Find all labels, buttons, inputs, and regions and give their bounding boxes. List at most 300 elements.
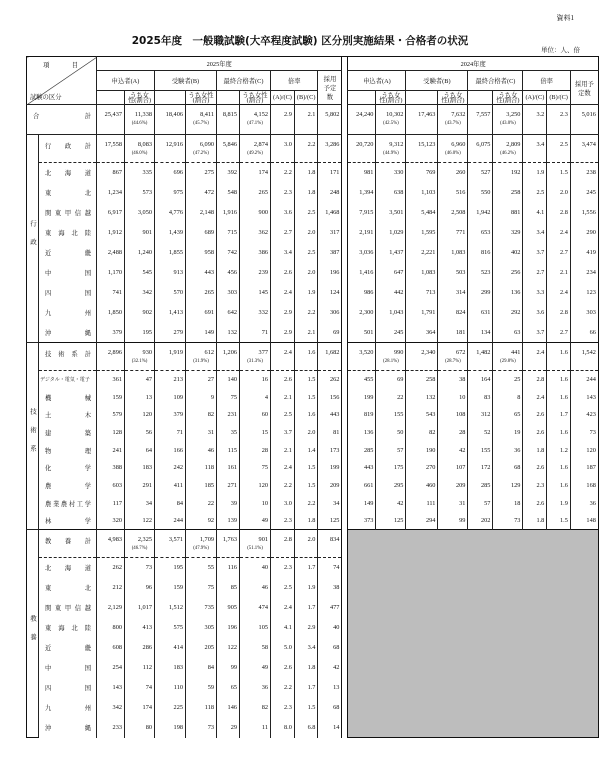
count-value <box>468 323 493 343</box>
group-label: 教養 <box>27 530 39 738</box>
value: 52 <box>484 428 491 436</box>
count-value <box>97 283 125 303</box>
count-value <box>348 105 376 135</box>
ratio-value <box>271 163 295 183</box>
value: 3,286 <box>325 141 340 148</box>
value: 2.5 <box>284 584 292 592</box>
value: 82 <box>207 411 214 419</box>
count-value <box>468 494 493 512</box>
count-value <box>125 558 155 578</box>
count-value <box>406 105 438 135</box>
value: 40 <box>333 624 340 632</box>
value: 8,083 <box>137 141 152 148</box>
count-value <box>240 323 271 343</box>
value: 161 <box>227 464 237 472</box>
ratio-value <box>294 406 318 424</box>
count-value <box>348 135 376 163</box>
value: 96 <box>145 584 152 592</box>
count-value <box>186 618 217 638</box>
value: 320 <box>112 517 122 525</box>
value: 59 <box>207 684 214 692</box>
row-label: 技術系計 <box>39 343 97 371</box>
ratio-value <box>294 718 318 738</box>
value: 901 <box>258 536 268 544</box>
ratio-value <box>271 105 295 135</box>
count-value <box>348 371 376 389</box>
count-value <box>186 512 217 530</box>
ratio-value <box>294 638 318 658</box>
female-ratio: (43.0%) <box>500 121 516 126</box>
value: 2.4 <box>536 393 545 401</box>
value: 990 <box>393 349 404 356</box>
value: 74 <box>145 684 152 692</box>
results-table <box>26 56 599 738</box>
count-value <box>217 135 240 163</box>
count-value <box>217 698 240 718</box>
row-label: 関東甲信越 <box>39 203 97 223</box>
row-label: 中国 <box>39 263 97 283</box>
value: 73 <box>145 564 152 572</box>
count-value <box>376 135 406 163</box>
value: 2.6 <box>284 269 292 276</box>
count-value <box>493 223 523 243</box>
count-value <box>125 135 155 163</box>
quota-value <box>318 303 342 323</box>
count-value <box>406 303 438 323</box>
value: 2.4 <box>284 349 292 356</box>
quota-value <box>318 530 342 558</box>
value: 472 <box>204 189 214 196</box>
count-value <box>468 283 493 303</box>
table-row <box>27 203 599 223</box>
quota-value <box>318 441 342 459</box>
count-value <box>97 558 125 578</box>
value: 2.0 <box>307 536 316 544</box>
value: 1,682 <box>325 349 340 356</box>
ratio-value <box>547 163 571 183</box>
quota-value <box>318 388 342 406</box>
value: 18,406 <box>165 111 183 118</box>
value: 143 <box>586 393 596 401</box>
value: 20,720 <box>356 141 374 148</box>
value: 661 <box>363 481 374 489</box>
count-value <box>217 388 240 406</box>
value: 57 <box>484 499 491 507</box>
count-value <box>240 303 271 323</box>
quota-value <box>318 678 342 698</box>
count-value <box>186 303 217 323</box>
count-value <box>186 459 217 477</box>
value: 305 <box>204 624 214 632</box>
value: 105 <box>258 624 268 632</box>
value: 377 <box>258 349 268 356</box>
value: 2,148 <box>199 209 214 216</box>
quota-value <box>570 388 598 406</box>
value: 2.2 <box>307 499 316 507</box>
count-value <box>97 371 125 389</box>
female-ratio: (32.1%) <box>131 359 148 364</box>
value: 2.3 <box>284 704 292 712</box>
value: 4.1 <box>536 209 545 216</box>
value: 2.6 <box>536 428 545 436</box>
count-value <box>97 618 125 638</box>
count-value <box>348 283 376 303</box>
count-value <box>240 203 271 223</box>
count-value <box>438 283 468 303</box>
count-value <box>217 718 240 738</box>
value: 84 <box>176 499 183 507</box>
count-value <box>493 477 523 495</box>
count-value <box>468 406 493 424</box>
count-value <box>97 477 125 495</box>
value: 17,558 <box>104 141 122 148</box>
value: 145 <box>258 289 268 296</box>
count-value <box>376 203 406 223</box>
value: 123 <box>586 289 596 296</box>
value: 824 <box>455 309 466 316</box>
count-value <box>125 263 155 283</box>
count-value <box>217 618 240 638</box>
count-value <box>217 530 240 558</box>
count-value <box>493 388 523 406</box>
count-value <box>406 388 438 406</box>
count-value <box>493 163 523 183</box>
value: 125 <box>329 517 340 525</box>
count-value <box>376 303 406 323</box>
value: 36 <box>514 446 521 454</box>
count-value <box>125 512 155 530</box>
count-value <box>348 512 376 530</box>
value: 913 <box>173 269 183 276</box>
count-value <box>468 388 493 406</box>
table-row <box>27 283 599 303</box>
value: 2.4 <box>536 349 545 356</box>
count-value <box>186 406 217 424</box>
value: 2.1 <box>284 393 292 401</box>
count-value <box>348 323 376 343</box>
count-value <box>468 183 493 203</box>
count-value <box>348 263 376 283</box>
value: 1,043 <box>389 309 404 316</box>
count-value <box>438 203 468 223</box>
value: 171 <box>329 169 340 177</box>
count-value <box>376 477 406 495</box>
quota-value <box>318 598 342 618</box>
value: 2,809 <box>506 141 521 148</box>
value: 2.7 <box>560 328 568 336</box>
count-value <box>468 477 493 495</box>
ratio-value <box>547 223 571 243</box>
value: 1.8 <box>307 169 316 177</box>
value: 2,221 <box>421 249 436 256</box>
ratio-value <box>294 283 318 303</box>
ratio-value <box>294 371 318 389</box>
value: 1.7 <box>307 564 316 572</box>
header-female-2025: うち女性(割合) <box>125 91 155 105</box>
ratio-value <box>271 343 295 371</box>
row-label: 東北 <box>39 578 97 598</box>
count-value <box>240 658 271 678</box>
value: 1,912 <box>107 229 122 236</box>
count-value <box>97 323 125 343</box>
value: 110 <box>173 684 183 692</box>
count-value <box>125 371 155 389</box>
ratio-value <box>547 283 571 303</box>
value: 545 <box>142 269 152 276</box>
ratio-value <box>523 343 547 371</box>
value: 329 <box>510 229 521 236</box>
value: 474 <box>258 604 268 612</box>
value: 75 <box>207 584 214 592</box>
value: 27 <box>207 376 214 384</box>
value: 361 <box>112 376 122 384</box>
ratio-value <box>294 618 318 638</box>
value: 642 <box>227 309 237 316</box>
count-value <box>217 658 240 678</box>
count-value <box>376 263 406 283</box>
value: 159 <box>173 584 183 592</box>
value: 125 <box>393 517 404 525</box>
value: 183 <box>142 464 152 472</box>
value: 275 <box>204 169 214 177</box>
value: 443 <box>204 269 214 276</box>
count-value <box>97 243 125 263</box>
count-value <box>186 371 217 389</box>
value: 742 <box>227 249 237 256</box>
value: 71 <box>261 328 268 336</box>
value: 205 <box>204 644 214 652</box>
count-value <box>155 223 186 243</box>
header-examinees-2025: 受験者(B) <box>155 71 217 91</box>
value: 148 <box>586 517 596 525</box>
count-value <box>125 530 155 558</box>
quota-value <box>570 263 598 283</box>
row-label: 沖縄 <box>39 718 97 738</box>
header-female-2025: うち女性(割合) <box>186 91 217 105</box>
value: 285 <box>480 481 491 489</box>
count-value <box>97 406 125 424</box>
count-value <box>97 424 125 442</box>
count-value <box>186 494 217 512</box>
count-value <box>406 183 438 203</box>
ratio-value <box>294 477 318 495</box>
value: 8 <box>517 393 521 401</box>
count-value <box>97 638 125 658</box>
value: 1.6 <box>307 349 316 356</box>
ratio-value <box>523 477 547 495</box>
value: 2,191 <box>359 229 374 236</box>
value: 1,394 <box>359 189 374 196</box>
count-value <box>493 283 523 303</box>
count-value <box>406 135 438 163</box>
count-value <box>240 638 271 658</box>
count-value <box>468 263 493 283</box>
value: 291 <box>142 481 152 489</box>
header-ratio-2024: 倍率 <box>523 71 570 91</box>
value: 303 <box>227 289 237 296</box>
count-value <box>468 512 493 530</box>
quota-value <box>318 263 342 283</box>
value: 10 <box>459 393 466 401</box>
value: 295 <box>393 481 404 489</box>
ratio-value <box>271 530 295 558</box>
header-category-label: 試験の区分 <box>30 94 62 101</box>
value: 73 <box>207 724 214 732</box>
row-label: 東海北陸 <box>39 223 97 243</box>
count-value <box>348 477 376 495</box>
count-value <box>217 406 240 424</box>
row-label: 物理 <box>39 441 97 459</box>
value: 9 <box>210 393 214 401</box>
count-value <box>155 388 186 406</box>
value: 2.7 <box>560 249 568 256</box>
count-value <box>376 424 406 442</box>
count-value <box>406 371 438 389</box>
ratio-value <box>271 424 295 442</box>
value: 503 <box>455 269 466 276</box>
quota-value <box>570 494 598 512</box>
quota-value <box>318 135 342 163</box>
quota-value <box>318 163 342 183</box>
count-value <box>155 263 186 283</box>
value: 800 <box>112 624 122 632</box>
ratio-value <box>294 203 318 223</box>
ratio-value <box>271 371 295 389</box>
value: 1,103 <box>421 189 436 196</box>
value: 85 <box>230 584 237 592</box>
quota-value <box>318 406 342 424</box>
value: 1.7 <box>307 684 316 692</box>
value: 2.2 <box>284 169 292 177</box>
value: 1,416 <box>359 269 374 276</box>
count-value <box>240 718 271 738</box>
count-value <box>493 494 523 512</box>
count-value <box>97 459 125 477</box>
value: 386 <box>258 249 268 256</box>
value: 981 <box>363 169 374 177</box>
count-value <box>125 459 155 477</box>
count-value <box>376 512 406 530</box>
count-value <box>155 303 186 323</box>
value: 3,501 <box>389 209 404 216</box>
value: 2,129 <box>107 604 122 612</box>
value: 1.6 <box>560 376 568 384</box>
value: 3.7 <box>536 328 545 336</box>
count-value <box>348 243 376 263</box>
quota-value <box>570 223 598 243</box>
ratio-value <box>271 223 295 243</box>
value: 1,170 <box>107 269 122 276</box>
count-value <box>217 105 240 135</box>
value: 905 <box>227 604 237 612</box>
value: 2.9 <box>284 111 292 118</box>
ratio-value <box>271 658 295 678</box>
value: 231 <box>227 411 237 419</box>
count-value <box>97 223 125 243</box>
header-quota-2025: 採用予定数 <box>318 71 342 105</box>
header-blank <box>155 91 186 105</box>
table-row-subtotal <box>27 530 599 558</box>
value: 1.5 <box>560 169 568 177</box>
row-label: 土木 <box>39 406 97 424</box>
value: 771 <box>455 229 466 236</box>
value: 213 <box>173 376 183 384</box>
count-value <box>376 371 406 389</box>
count-value <box>155 406 186 424</box>
row-label: 化学 <box>39 459 97 477</box>
row-label: 東海北陸 <box>39 618 97 638</box>
female-ratio: (47.2%) <box>193 151 209 156</box>
spacer <box>342 698 348 718</box>
value: 1.4 <box>307 446 316 454</box>
count-value <box>348 303 376 323</box>
value: 1,234 <box>107 189 122 196</box>
quota-value <box>570 406 598 424</box>
table-row <box>27 243 599 263</box>
count-value <box>438 512 468 530</box>
value: 902 <box>142 309 152 316</box>
row-label: 北海道 <box>39 163 97 183</box>
value: 139 <box>227 517 237 525</box>
value: 99 <box>459 517 466 525</box>
value: 6,960 <box>451 141 466 148</box>
value: 22 <box>207 499 214 507</box>
value: 2.2 <box>284 684 292 692</box>
value: 2.0 <box>307 229 316 236</box>
value: 254 <box>112 664 122 672</box>
value: 8,815 <box>222 111 237 118</box>
count-value <box>493 424 523 442</box>
value: 38 <box>333 584 340 592</box>
value: 136 <box>510 289 521 296</box>
table-row <box>27 441 599 459</box>
value: 245 <box>393 328 404 336</box>
value: 402 <box>510 249 521 256</box>
count-value <box>438 243 468 263</box>
table-row-subtotal <box>27 343 599 371</box>
quota-value <box>570 243 598 263</box>
value: 116 <box>227 564 237 572</box>
ratio-value <box>547 105 571 135</box>
quota-value <box>318 578 342 598</box>
value: 156 <box>329 393 340 401</box>
ratio-value <box>271 243 295 263</box>
count-value <box>155 698 186 718</box>
count-value <box>186 135 217 163</box>
count-value <box>125 406 155 424</box>
quota-value <box>318 424 342 442</box>
group-label: 行政 <box>27 135 39 343</box>
count-value <box>186 718 217 738</box>
value: 294 <box>425 517 436 525</box>
page-title: 2025年度 一般職試験(大卒程度試験) 区分別実施結果・合格者の状況 <box>131 35 469 47</box>
ratio-value <box>294 323 318 343</box>
value: 6,917 <box>107 209 122 216</box>
count-value <box>155 530 186 558</box>
unit-note: 単位：人、倍 <box>541 47 580 54</box>
header-blank <box>468 91 493 105</box>
value: 38 <box>459 376 466 384</box>
count-value <box>217 283 240 303</box>
quota-value <box>570 477 598 495</box>
value: 2,300 <box>359 309 374 316</box>
ratio-value <box>271 678 295 698</box>
count-value <box>406 223 438 243</box>
value: 696 <box>173 169 183 177</box>
header-blank <box>97 91 125 105</box>
table-row <box>27 263 599 283</box>
count-value <box>438 424 468 442</box>
